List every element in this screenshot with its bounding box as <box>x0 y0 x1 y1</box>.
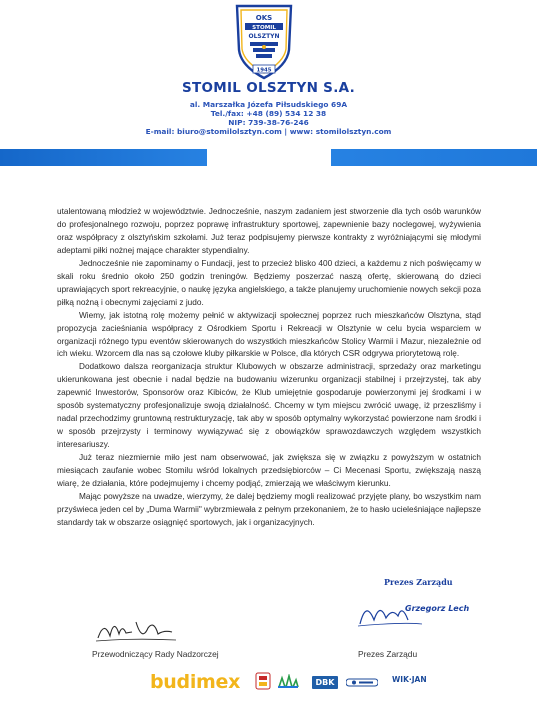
handwritten-signature-left <box>92 614 182 646</box>
sponsor-logo-budimex: budimex <box>150 671 241 693</box>
club-crest-logo <box>231 2 297 80</box>
sponsor-logo-city <box>277 674 299 689</box>
sponsor-logo-wikjan: WIK·JAN <box>392 675 427 684</box>
crest-text-bottom: OLSZTYN <box>248 33 280 40</box>
body-paragraph: Mając powyższe na uwadze, wierzymy, że dalej będziemy mogli realizować przyjęte plany, bo wszystkim nam przyświeca jeden cel by „Duma Warmii" wybrzmiewała z pełnym przekonaniem, że to hasło ucieleśniające najlepsze standardy tak w obszarze osiągnięć sportowych, jak i organizacyjnych. <box>57 491 482 527</box>
company-nip: NIP: 739-38-76-246 <box>228 118 309 127</box>
sponsor-logo-dbk: DBK <box>312 676 338 689</box>
sponsor-logo-generic <box>346 677 378 688</box>
signature-stamp-name: Grzegorz Lech <box>405 604 470 613</box>
signature-stamp-title: Prezes Zarządu <box>384 577 453 587</box>
body-paragraph: Dodatkowo dalsza reorganizacja struktur Klubowych w obszarze administracji, sprzedaży oraz marketingu ukierunkowana jest obecnie i nadal będzie na budowaniu wizerunku organizacji stabilnej i przejrzystej, tak aby zapewnić Inwestorów, Sponsorów oraz Kibiców, że Klub umiejętnie gospodaruje powierzonymi jej środkami i w sposób systematyczny profesjonalizuje swoją działalność. Chcemy w tym miejscu zwrócić uwagę, iż przeszliśmy i nadal przechodzimy gruntowną restrukturyzację, tak aby w sposób optymalny wykorzystać powierzone nam środki i w sposób przejrzysty i terminowy wywiązywać się z obowiązków sprawozdawczych względem wszystkich interesariuszy. <box>57 362 481 450</box>
header-band-gap <box>207 149 331 166</box>
letter-body <box>57 206 481 530</box>
handwritten-signature-right <box>352 596 472 630</box>
company-email-www: E-mail: biuro@stomilolsztyn.com | www: stomilolsztyn.com <box>145 127 392 136</box>
body-paragraph: utalentowaną młodzież w województwie. Jednocześnie, naszym zadaniem jest stworzenie dla tych osób warunków do profesjonalnego rozwoju, poprzez poprawę infrastruktury sportowej, zapewnienie bazy noclegowej, wyżywienia oraz współpracy z olsztyńskim szkołami. Już teraz podpisujemy pierwsze kontrakty z wyróżniającymi się młodymi adeptami piłki nożnej mające charakter stypendialny. <box>57 207 481 255</box>
company-phone: Tel./fax: +48 (89) 534 12 38 <box>210 109 327 118</box>
company-name: STOMIL OLSZTYN S.A. <box>181 80 356 96</box>
company-address: al. Marszałka Józefa Piłsudskiego 69A <box>189 100 348 109</box>
signature-label-president: Prezes Zarządu <box>358 649 418 659</box>
sponsor-logo-crest <box>255 672 271 690</box>
crest-year: 1945 <box>256 67 272 74</box>
crest-text-top: OKS <box>255 14 273 22</box>
body-paragraph: Już teraz niezmiernie miło jest nam obserwować, jak zwiększa się w związku z powyższym w ostatnich miesiącach zaufanie wobec Stomilu wśród lokalnych przedsiębiorców – Ci Mecenasi Sportu, zwiększają naszą wiarę, że działania, które podejmujemy i chcemy podjąć, zmierzają we właściwym kierunku. <box>57 453 481 489</box>
body-paragraph: Jednocześnie nie zapominamy o Fundacji, jest to przecież blisko 400 dzieci, a każdemu z nich poświęcamy w skali roku średnio około 250 godzin treningów. Będziemy poszerzać naszą ofertę, skierowaną do dzieci uprawiających sport rekreacyjnie, o naukę języka angielskiego, a także planujemy uruchomienie nowych sekcji poza piłką nożną i obecnymi zajęciami z judo. <box>57 258 481 307</box>
signature-label-chairman: Przewodniczący Rady Nadzorczej <box>92 649 219 659</box>
crest-text-mid: STOMIL <box>252 25 276 31</box>
body-paragraph: Wiemy, jak istotną rolę możemy pełnić w aktywizacji społecznej poprzez ruch mieszkańców Olsztyna, stąd propozycja zacieśniania współpracy z Ośrodkiem Sportu i Rekreacji w Olsztynie w celu bycia wsparciem w organizacji różnego typu eventów skierowanych do wszystkich mieszkańców Stolicy Warmii i Mazur, niezależnie od ich wieku. Wzorcem dla nas są czołowe kluby piłkarskie w Polsce, dla których CSR odgrywa priorytetową rolę. <box>57 310 481 359</box>
